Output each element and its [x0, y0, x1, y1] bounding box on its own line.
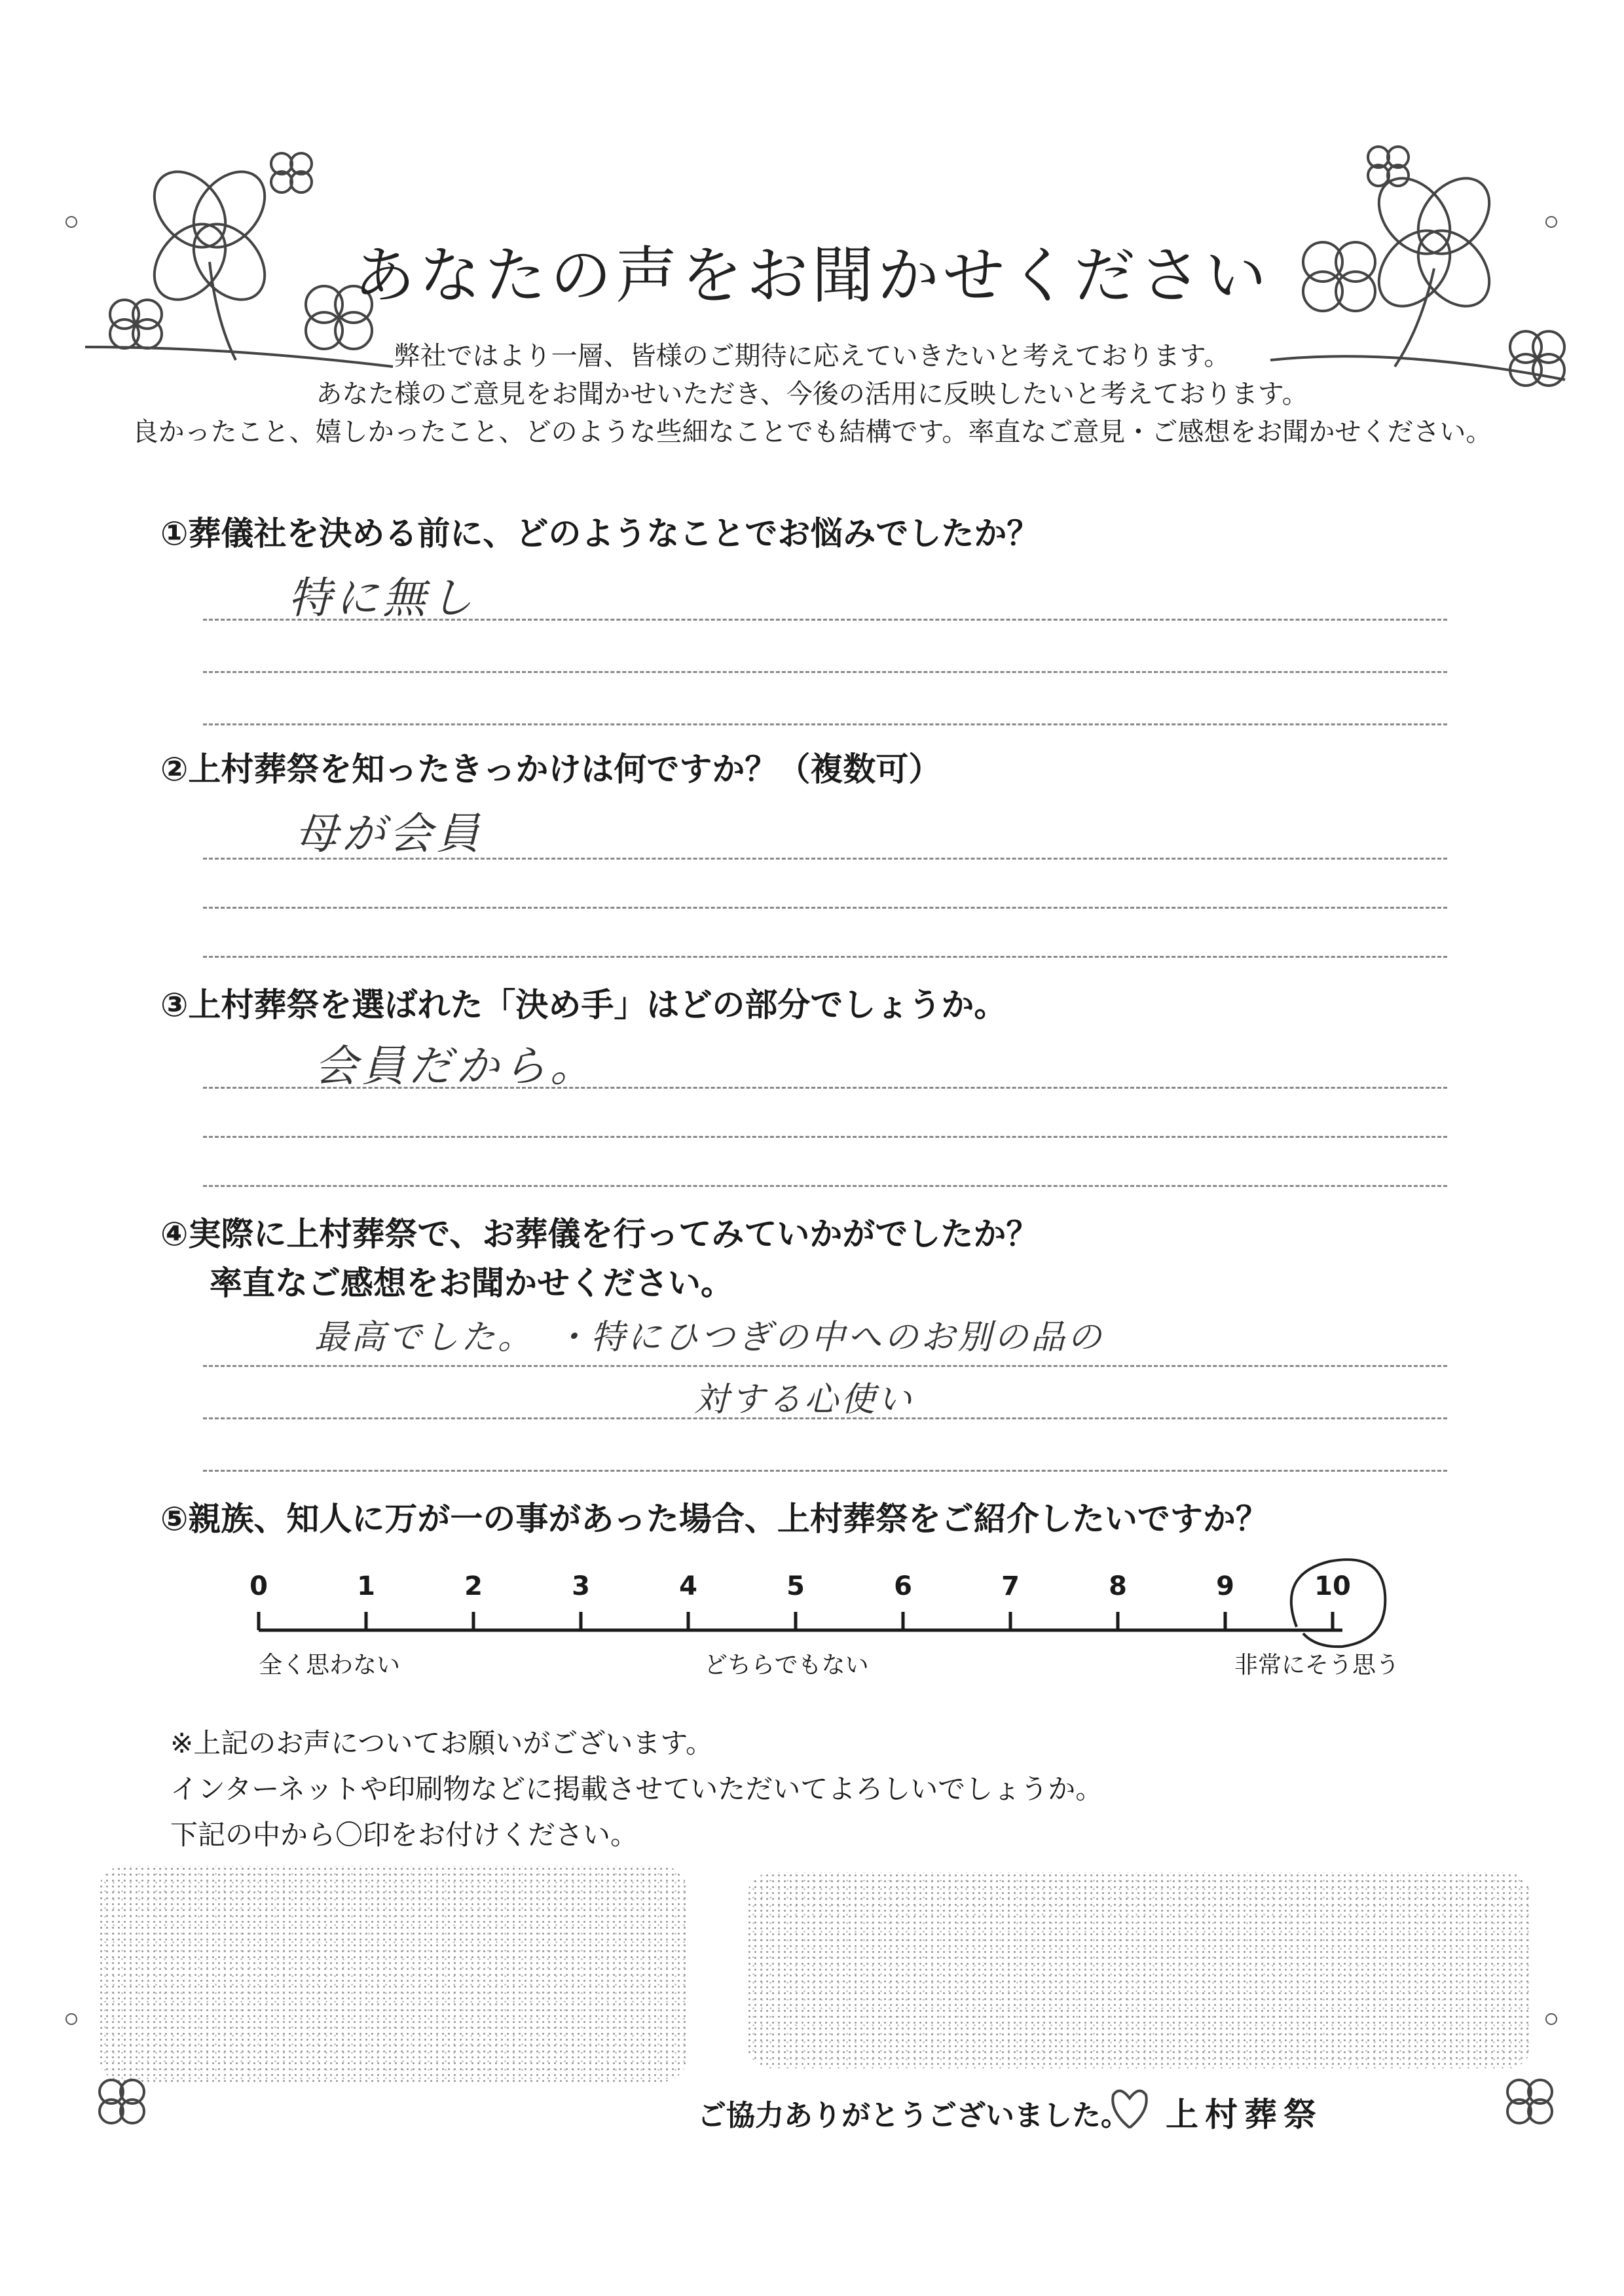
answer-line	[203, 1417, 1447, 1419]
answer-line	[203, 1470, 1447, 1472]
clover-ornament-bottom-left	[85, 2069, 164, 2134]
question-4-answer-2: 対する心使い	[694, 1380, 915, 1419]
scale-number-3[interactable]: 3	[572, 1571, 590, 1601]
scale-number-10[interactable]: 10	[1314, 1571, 1351, 1601]
scale-axis	[249, 1604, 1375, 1643]
scale-label-mid: どちらでもない	[704, 1652, 869, 1679]
answer-line	[203, 907, 1447, 909]
corner-dot	[1545, 2013, 1557, 2025]
answer-line	[203, 1185, 1447, 1187]
answer-line	[203, 1087, 1447, 1089]
brand-name: 上村葬祭	[1166, 2096, 1323, 2134]
answer-line	[203, 1365, 1447, 1367]
intro-line-2: あなた様のご意見をお聞かせいただき、今後の活用に反映したいと考えております。	[316, 379, 1308, 409]
question-5-label: ⑤親族、知人に万が一の事があった場合、上村葬祭をご紹介したいですか？	[160, 1500, 1268, 1538]
answer-line	[203, 858, 1447, 860]
request-line-2: インターネットや印刷物などに掲載させていただいてよろしいでしょうか。	[170, 1773, 1103, 1805]
scale-label-high: 非常にそう思う	[1234, 1652, 1400, 1679]
answer-line	[203, 671, 1447, 673]
question-4-label: ④実際に上村葬祭で、お葬儀を行ってみていかがでしたか？	[160, 1215, 1039, 1253]
question-4-label-2: 率直なご感想をお聞かせください。	[210, 1264, 733, 1302]
redacted-area-right	[747, 1872, 1532, 2069]
answer-line	[203, 956, 1447, 958]
intro-line-3: 良かったこと、嬉しかったこと、どのような些細なことでも結構です。率直なご意見・ご感想をお聞かせください。	[132, 417, 1492, 447]
question-3-label: ③上村葬祭を選ばれた「決め手」はどの部分でしょうか。	[160, 986, 1007, 1024]
scale-label-low: 全く思わない	[259, 1652, 401, 1679]
scale-number-7[interactable]: 7	[1001, 1571, 1020, 1601]
intro-line-1: 弊社ではより一層、皆様のご期待に応えていきたいと考えております。	[394, 341, 1230, 371]
scale-number-1[interactable]: 1	[357, 1571, 375, 1601]
page-title: あなたの声をお聞かせください	[353, 240, 1270, 312]
scale-number-6[interactable]: 6	[894, 1571, 912, 1601]
thanks-message: ご協力ありがとうございました。	[697, 2099, 1130, 2132]
question-2-label: ②上村葬祭を知ったきっかけは何ですか？（複数可）	[160, 750, 942, 788]
answer-line	[203, 723, 1447, 725]
scale-number-5[interactable]: 5	[786, 1571, 805, 1601]
corner-dot	[65, 2013, 77, 2025]
answer-line	[203, 1136, 1447, 1138]
clover-ornament-bottom-right	[1493, 2069, 1572, 2134]
question-1-answer: 特に無し	[288, 573, 477, 623]
scale-number-4[interactable]: 4	[679, 1571, 697, 1601]
scale-number-8[interactable]: 8	[1109, 1571, 1127, 1601]
question-2-answer: 母が会員	[295, 809, 483, 859]
scale-number-9[interactable]: 9	[1216, 1571, 1234, 1601]
question-3-answer: 会員だから。	[314, 1041, 597, 1091]
redacted-area-left	[98, 1866, 688, 2082]
scale-number-0[interactable]: 0	[249, 1571, 268, 1601]
answer-line	[203, 619, 1447, 621]
heart-logo-icon	[1107, 2082, 1153, 2134]
question-4-answer: 最高でした。 ・特にひつぎの中へのお別の品の	[314, 1318, 1105, 1357]
request-line-1: ※上記のお声についてお願いがございます。	[170, 1727, 713, 1759]
scale-number-2[interactable]: 2	[464, 1571, 483, 1601]
request-line-3: 下記の中から〇印をお付けください。	[170, 1819, 638, 1851]
question-1-label: ①葬儀社を決める前に、どのようなことでお悩みでしたか？	[160, 515, 1040, 553]
